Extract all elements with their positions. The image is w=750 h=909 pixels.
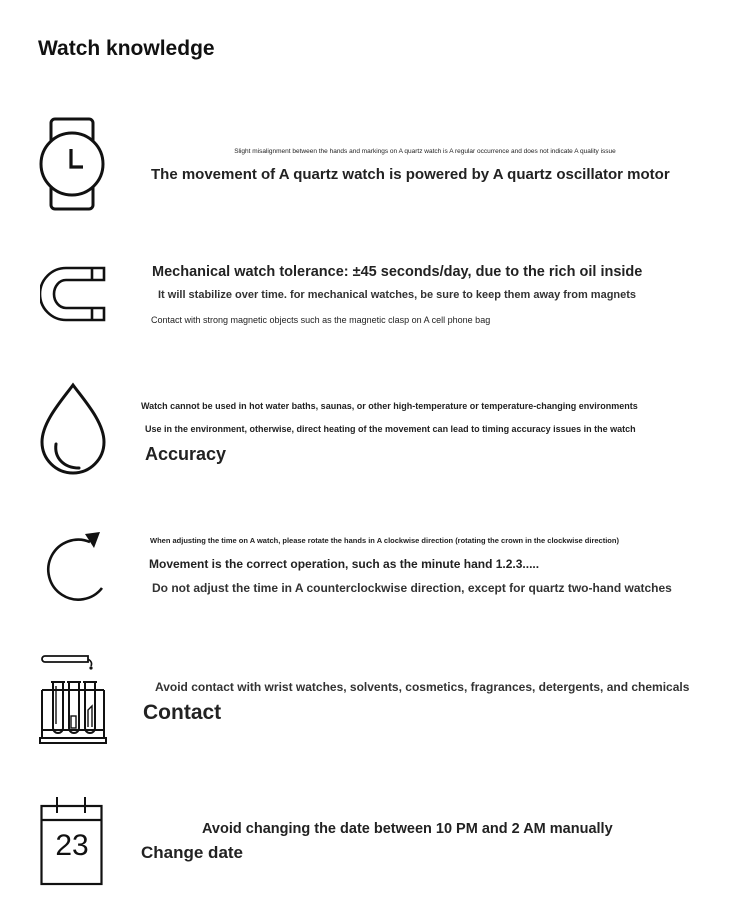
watch-icon bbox=[38, 116, 106, 212]
section-4-line-1: When adjusting the time on A watch, please rotate the hands in A clockwise direction (rotating the crown in the clockwise direction) bbox=[150, 536, 619, 545]
section-4-line-2: Movement is the correct operation, such as the minute hand 1.2.3..... bbox=[149, 557, 540, 571]
test-tubes-icon bbox=[38, 652, 108, 746]
magnet-icon bbox=[40, 265, 106, 323]
calendar-icon bbox=[40, 795, 104, 887]
calendar-day: 23 bbox=[55, 829, 89, 862]
section-3-line-1: Watch cannot be used in hot water baths, saunas, or other high-temperature or temperature-changing environments bbox=[141, 401, 638, 411]
section-6-line-1: Avoid changing the date between 10 PM and 2 AM manually bbox=[202, 821, 613, 837]
water-drop-icon bbox=[38, 382, 108, 478]
section-5-heading: Contact bbox=[143, 701, 222, 724]
section-3-heading: Accuracy bbox=[145, 444, 227, 464]
section-2-line-1: Mechanical watch tolerance: ±45 seconds/day, due to the rich oil inside bbox=[152, 264, 643, 280]
section-2-line-3: Contact with strong magnetic objects such as the magnetic clasp on A cell phone bag bbox=[151, 315, 491, 325]
page-title: Watch knowledge bbox=[38, 37, 215, 60]
section-2-line-2: It will stabilize over time. for mechanical watches, be sure to keep them away from magnets bbox=[158, 289, 637, 301]
section-3-line-2: Use in the environment, otherwise, direct heating of the movement can lead to timing accuracy issues in the watch bbox=[145, 424, 636, 434]
section-6-heading: Change date bbox=[141, 843, 244, 862]
section-1-line-1: Slight misalignment between the hands and markings on A quartz watch is A regular occurrence and does not indicate A quality issue bbox=[234, 148, 616, 155]
clockwise-arrow-icon bbox=[38, 528, 110, 604]
section-4-line-3: Do not adjust the time in A counterclockwise direction, except for quartz two-hand watches bbox=[152, 581, 672, 595]
section-1-line-2: The movement of A quartz watch is powered by A quartz oscillator motor bbox=[151, 166, 670, 183]
section-5-line-1: Avoid contact with wrist watches, solvents, cosmetics, fragrances, detergents, and chemicals bbox=[155, 680, 690, 694]
